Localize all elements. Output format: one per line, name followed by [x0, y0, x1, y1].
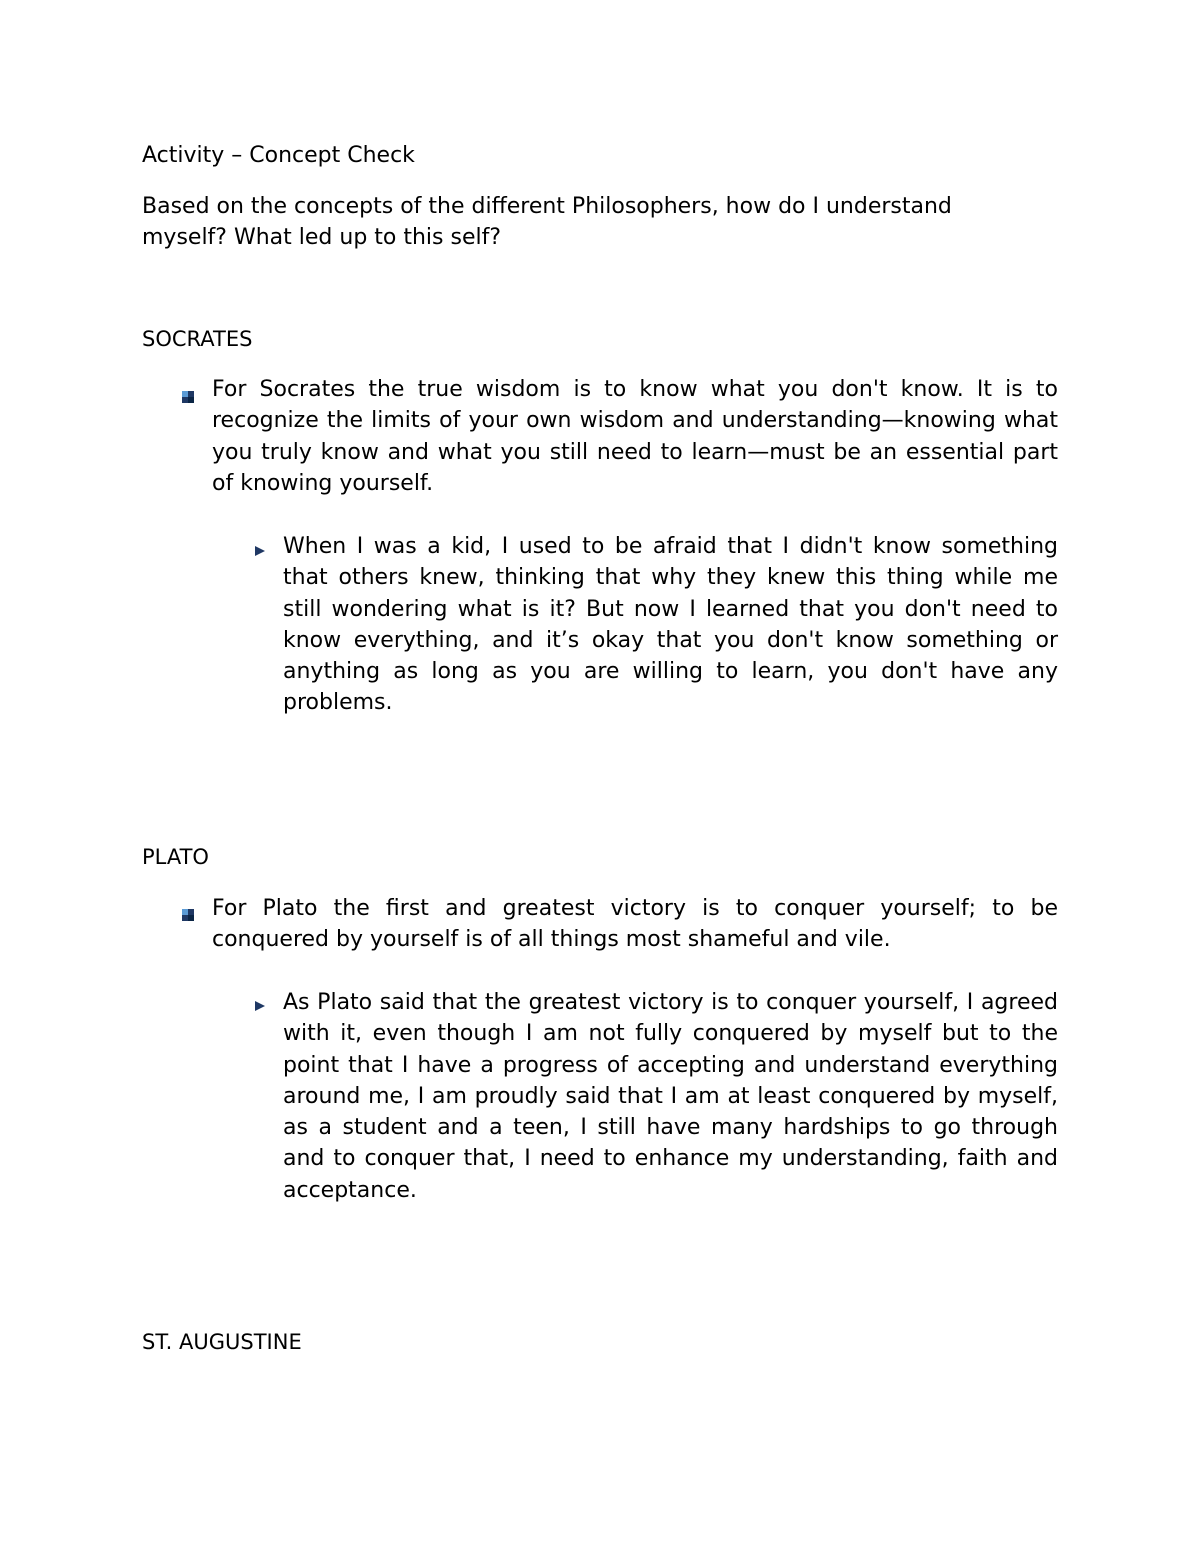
document-title: Activity – Concept Check [142, 143, 415, 168]
section-heading-plato: PLATO [142, 845, 209, 869]
document-prompt: Based on the concepts of the different Philosophers, how do I understand myself? What led up to this self? [142, 194, 952, 250]
triangle-bullet-icon [254, 997, 266, 1009]
triangle-bullet-icon [254, 542, 266, 554]
square-bullet-icon [182, 906, 194, 918]
section-heading-st-augustine: ST. AUGUSTINE [142, 1330, 302, 1354]
square-bullet-icon [182, 388, 194, 400]
plato-reflection-text: As Plato said that the greatest victory is to conquer yourself, I agreed with it, even though I am not fully conquered by myself but to the point that I have a progress of accepting and understand everything around me, I am proudly said that I am at least conquered by myself, as a student and a teen, I still have many hardships to go through and to conquer that, I need to enhance my understanding, faith and acceptance. [283, 990, 1058, 1203]
socrates-reflection-text: When I was a kid, I used to be afraid that I didn't know something that others knew, thinking that why they knew this thing while me still wondering what is it? But now I learned that you don't need to know everything, and it’s okay that you don't know something or anything as long as you are willing to learn, you don't have any problems. [283, 534, 1058, 716]
plato-concept-text: For Plato the first and greatest victory is to conquer yourself; to be conquered by yourself is of all things most shameful and vile. [212, 896, 1058, 953]
section-heading-socrates: SOCRATES [142, 327, 253, 351]
socrates-concept-text: For Socrates the true wisdom is to know what you don't know. It is to recognize the limits of your own wisdom and understanding—knowing what you truly know and what you still need to learn—must be an essential part of knowing yourself. [212, 377, 1058, 496]
